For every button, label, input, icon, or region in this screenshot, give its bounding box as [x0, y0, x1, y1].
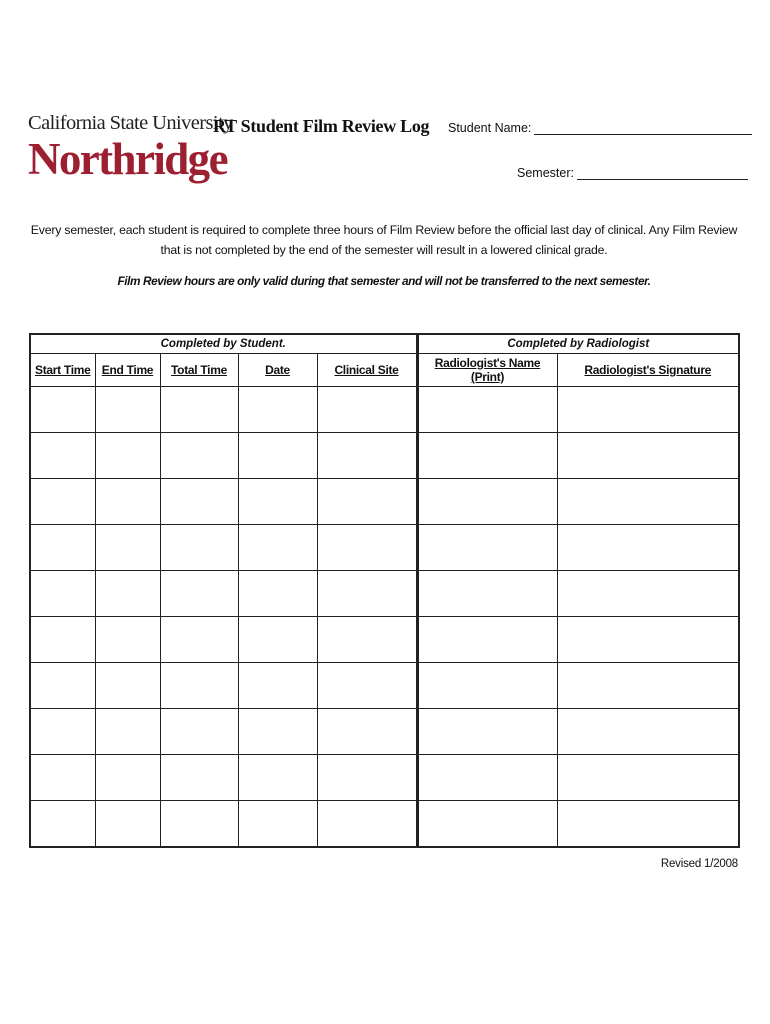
cell-radiologist-signature[interactable]: [557, 479, 739, 525]
table-row: [30, 663, 739, 709]
cell-radiologist-name[interactable]: [417, 755, 557, 801]
table-row: [30, 617, 739, 663]
cell-date[interactable]: [238, 755, 317, 801]
cell-clinical-site[interactable]: [317, 525, 417, 571]
cell-start-time[interactable]: [30, 617, 95, 663]
student-name-line[interactable]: [534, 121, 752, 135]
cell-end-time[interactable]: [95, 525, 160, 571]
cell-total-time[interactable]: [160, 663, 238, 709]
col-date: Date: [238, 354, 317, 387]
cell-start-time[interactable]: [30, 663, 95, 709]
cell-date[interactable]: [238, 433, 317, 479]
semester-label: Semester:: [517, 166, 574, 180]
cell-radiologist-name[interactable]: [417, 571, 557, 617]
cell-radiologist-signature[interactable]: [557, 571, 739, 617]
col-total-time: Total Time: [160, 354, 238, 387]
cell-total-time[interactable]: [160, 433, 238, 479]
validity-note: Film Review hours are only valid during that semester and will not be transferred to the next semester.: [117, 274, 651, 288]
cell-start-time[interactable]: [30, 571, 95, 617]
table-row: [30, 755, 739, 801]
cell-radiologist-signature[interactable]: [557, 801, 739, 848]
cell-radiologist-signature[interactable]: [557, 525, 739, 571]
radiologist-section-header: Completed by Radiologist: [417, 334, 739, 354]
cell-start-time[interactable]: [30, 755, 95, 801]
cell-end-time[interactable]: [95, 709, 160, 755]
col-radiologist-name: Radiologist's Name (Print): [417, 354, 557, 387]
semester-field[interactable]: [517, 166, 748, 180]
cell-radiologist-name[interactable]: [417, 801, 557, 848]
cell-end-time[interactable]: [95, 479, 160, 525]
table-row: [30, 801, 739, 848]
cell-start-time[interactable]: [30, 387, 95, 433]
cell-date[interactable]: [238, 387, 317, 433]
cell-end-time[interactable]: [95, 617, 160, 663]
cell-radiologist-name[interactable]: [417, 479, 557, 525]
table-row: [30, 525, 739, 571]
cell-clinical-site[interactable]: [317, 571, 417, 617]
table-row: [30, 571, 739, 617]
cell-date[interactable]: [238, 709, 317, 755]
student-name-label: Student Name:: [448, 121, 532, 135]
cell-end-time[interactable]: [95, 755, 160, 801]
table-row: [30, 387, 739, 433]
cell-end-time[interactable]: [95, 433, 160, 479]
cell-date[interactable]: [238, 801, 317, 848]
cell-radiologist-signature[interactable]: [557, 387, 739, 433]
cell-radiologist-name[interactable]: [417, 433, 557, 479]
document-title: RT Student Film Review Log: [213, 116, 430, 136]
col-radiologist-signature: Radiologist's Signature: [557, 354, 739, 387]
semester-line[interactable]: [577, 166, 748, 180]
cell-total-time[interactable]: [160, 709, 238, 755]
cell-clinical-site[interactable]: [317, 479, 417, 525]
cell-total-time[interactable]: [160, 479, 238, 525]
cell-radiologist-name[interactable]: [417, 525, 557, 571]
intro-paragraph: Every semester, each student is required to complete three hours of Film Review before the official last day of clinical. Any Film Review that is not completed by the end of the semester will result in a lowered clinical grade.: [30, 223, 738, 257]
cell-date[interactable]: [238, 571, 317, 617]
cell-date[interactable]: [238, 617, 317, 663]
cell-end-time[interactable]: [95, 663, 160, 709]
cell-start-time[interactable]: [30, 433, 95, 479]
university-logo: [28, 112, 233, 184]
cell-radiologist-signature[interactable]: [557, 663, 739, 709]
cell-end-time[interactable]: [95, 571, 160, 617]
cell-clinical-site[interactable]: [317, 663, 417, 709]
cell-radiologist-name[interactable]: [417, 663, 557, 709]
cell-start-time[interactable]: [30, 801, 95, 848]
film-review-table: [29, 333, 740, 848]
cell-date[interactable]: [238, 663, 317, 709]
cell-total-time[interactable]: [160, 571, 238, 617]
cell-end-time[interactable]: [95, 387, 160, 433]
cell-clinical-site[interactable]: [317, 709, 417, 755]
cell-radiologist-name[interactable]: [417, 617, 557, 663]
student-name-field[interactable]: [448, 121, 752, 135]
cell-total-time[interactable]: [160, 755, 238, 801]
cell-start-time[interactable]: [30, 709, 95, 755]
cell-start-time[interactable]: [30, 525, 95, 571]
table-row: [30, 433, 739, 479]
cell-total-time[interactable]: [160, 617, 238, 663]
logo-university-text: California State University: [28, 112, 233, 134]
cell-date[interactable]: [238, 525, 317, 571]
table-row: [30, 479, 739, 525]
cell-clinical-site[interactable]: [317, 755, 417, 801]
cell-radiologist-signature[interactable]: [557, 755, 739, 801]
cell-date[interactable]: [238, 479, 317, 525]
cell-radiologist-signature[interactable]: [557, 433, 739, 479]
logo-campus-text: Northridge: [28, 134, 227, 184]
cell-clinical-site[interactable]: [317, 433, 417, 479]
cell-clinical-site[interactable]: [317, 387, 417, 433]
cell-radiologist-name[interactable]: [417, 387, 557, 433]
col-clinical-site: Clinical Site: [317, 354, 417, 387]
cell-total-time[interactable]: [160, 525, 238, 571]
col-start-time: Start Time: [30, 354, 95, 387]
cell-start-time[interactable]: [30, 479, 95, 525]
cell-radiologist-signature[interactable]: [557, 709, 739, 755]
col-end-time: End Time: [95, 354, 160, 387]
cell-total-time[interactable]: [160, 801, 238, 848]
cell-clinical-site[interactable]: [317, 801, 417, 848]
cell-end-time[interactable]: [95, 801, 160, 848]
cell-radiologist-name[interactable]: [417, 709, 557, 755]
student-section-header: Completed by Student.: [30, 334, 417, 354]
cell-radiologist-signature[interactable]: [557, 617, 739, 663]
revision-note: Revised 1/2008: [660, 858, 738, 870]
table-row: [30, 709, 739, 755]
cell-clinical-site[interactable]: [317, 617, 417, 663]
cell-total-time[interactable]: [160, 387, 238, 433]
